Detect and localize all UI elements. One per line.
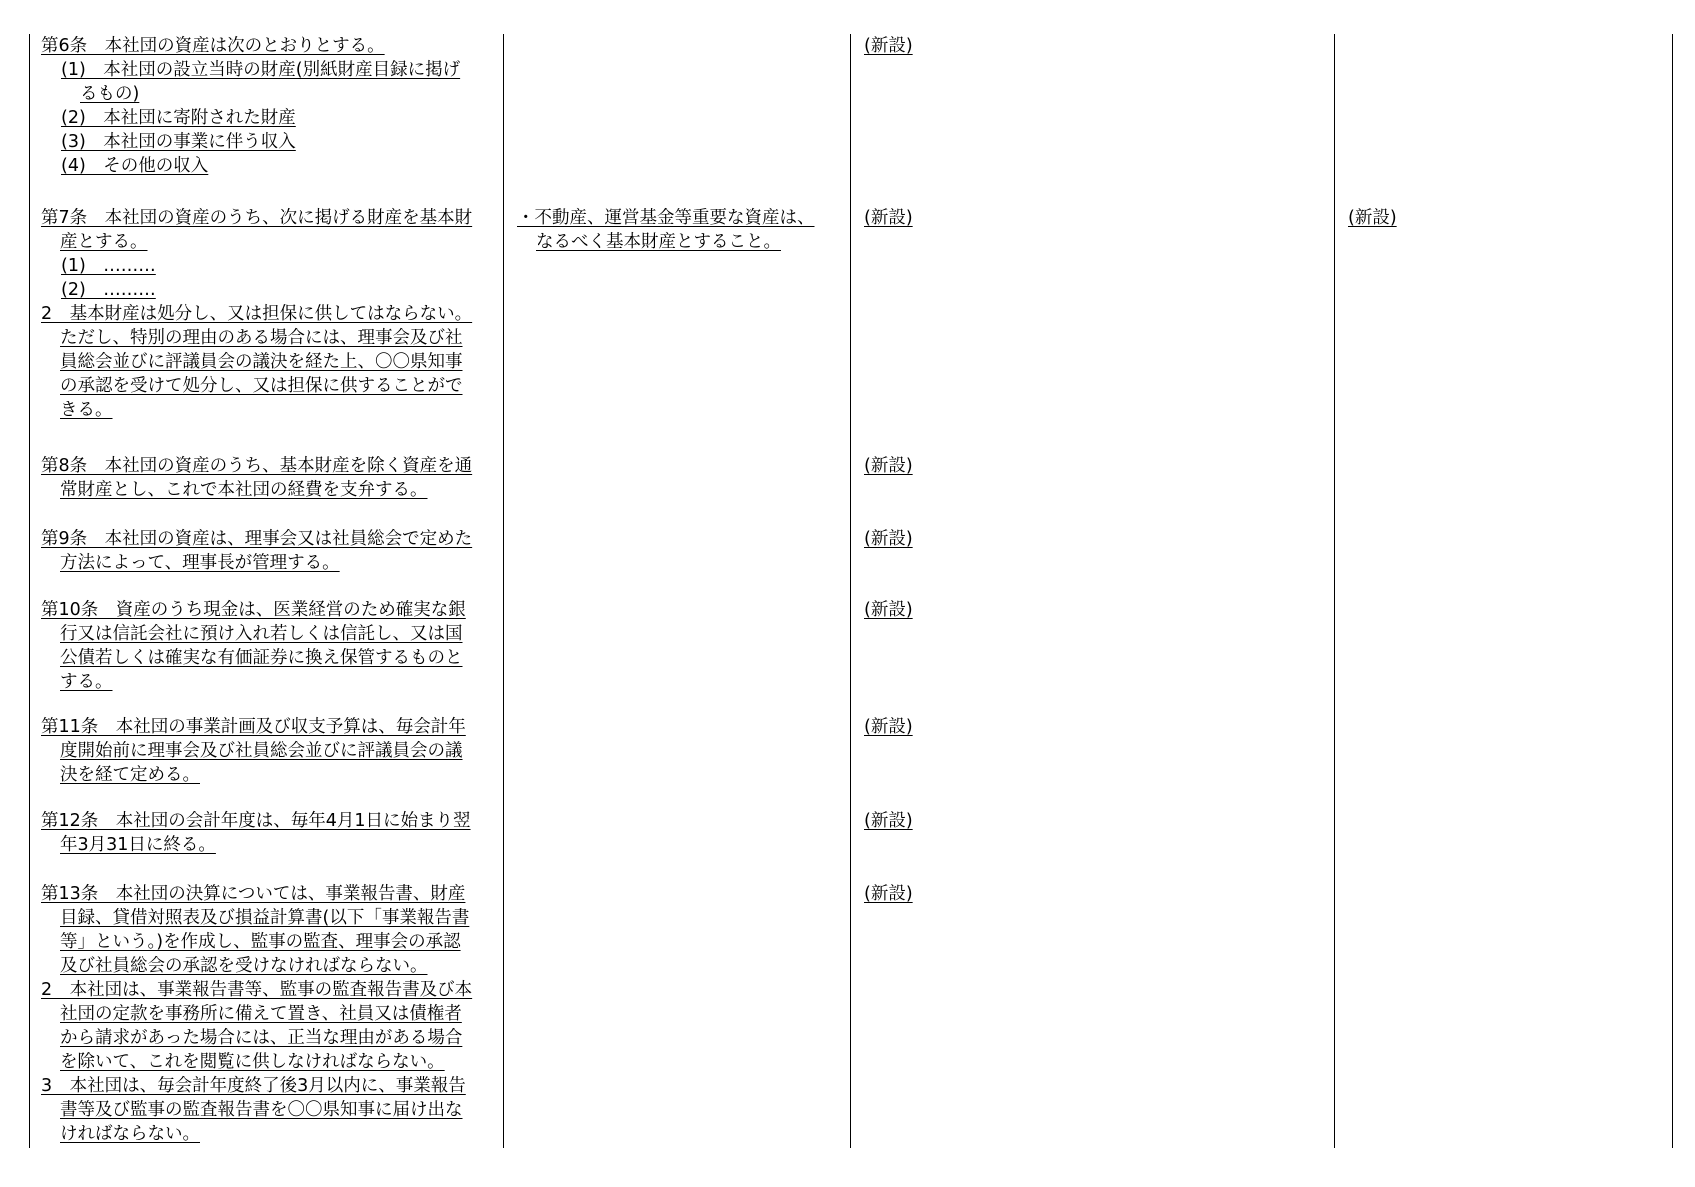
article-13-para-2-cont-3: を除いて、これを閲覧に供しなければならない。 [60, 1052, 445, 1072]
article-7 [41, 206, 472, 422]
article-13-para-3-cont-1: 書等及び監事の監査報告書を〇〇県知事に届け出な [60, 1100, 463, 1120]
article-6-item-1: (1) 本社団の設立当時の財産(別紙財産目録に掲げ [61, 60, 461, 80]
old-article-6-newly-established: (新設) [864, 36, 913, 56]
article-13-heading: 第13条 本社団の決算については、事業報告書、財産 [41, 884, 466, 904]
article-7-para-2-cont-3: の承認を受けて処分し、又は担保に供することがで [60, 376, 463, 396]
column-divider-right [1672, 34, 1673, 1148]
column-divider-1 [503, 34, 504, 1148]
article-6-item-4: (4) その他の収入 [61, 156, 209, 176]
article-7-para-2-cont-2: 員総会並びに評議員会の議決を経た上、〇〇県知事 [60, 352, 463, 372]
article-7-para-2: 2 基本財産は処分し、又は担保に供してはならない。 [41, 304, 473, 324]
old-article-11-newly-established: (新設) [864, 717, 913, 737]
article-6-item-2: (2) 本社団に寄附された財産 [61, 108, 296, 128]
note-article-7-line-1: ・不動産、運営基金等重要な資産は、 [517, 208, 815, 228]
column-divider-3 [1334, 34, 1335, 1148]
article-13-cont-3: 及び社員総会の承認を受けなければならない。 [60, 956, 428, 976]
article-7-para-2-cont-1: ただし、特別の理由のある場合には、理事会及び社 [60, 328, 463, 348]
article-13-para-2: 2 本社団は、事業報告書等、監事の監査報告書及び本 [41, 980, 473, 1000]
article-13-para-2-cont-1: 社団の定款を事務所に備えて置き、社員又は債権者 [60, 1004, 462, 1024]
article-13-cont-2: 等」という。)を作成し、監事の監査、理事会の承認 [60, 932, 461, 952]
article-8-heading: 第8条 本社団の資産のうち、基本財産を除く資産を通 [41, 456, 473, 476]
article-7-heading-cont: 産とする。 [60, 232, 148, 252]
article-12 [41, 809, 471, 857]
old-article-12-newly-established: (新設) [864, 811, 913, 831]
column-divider-2 [850, 34, 851, 1148]
article-11-heading: 第11条 本社団の事業計画及び収支予算は、毎会計年 [41, 717, 466, 737]
article-9-heading: 第9条 本社団の資産は、理事会又は社員総会で定めた [41, 529, 473, 549]
note-article-7 [517, 206, 815, 254]
article-9 [41, 527, 472, 575]
article-7-para-2-cont-4: きる。 [60, 400, 113, 420]
old-article-13-newly-established: (新設) [864, 884, 913, 904]
old-article-8-newly-established: (新設) [864, 456, 913, 476]
article-6 [41, 34, 460, 178]
article-12-cont: 年3月31日に終る。 [60, 835, 216, 855]
article-13-para-2-cont-2: から請求があった場合には、正当な理由がある場合 [60, 1028, 463, 1048]
article-6-heading: 第6条 本社団の資産は次のとおりとする。 [41, 36, 385, 56]
column-divider-left [29, 34, 30, 1148]
article-10-cont-3: する。 [60, 672, 113, 692]
article-10-heading: 第10条 資産のうち現金は、医業経営のため確実な銀 [41, 600, 466, 620]
article-11 [41, 715, 466, 787]
article-11-cont-2: 決を経て定める。 [60, 765, 200, 785]
article-7-heading: 第7条 本社団の資産のうち、次に掲げる財産を基本財 [41, 208, 473, 228]
article-10-cont-2: 公債若しくは確実な有価証券に換え保管するものと [60, 648, 463, 668]
article-13 [41, 882, 472, 1146]
article-7-item-1: (1) ……… [61, 256, 156, 276]
article-11-cont-1: 度開始前に理事会及び社員総会並びに評議員会の議 [60, 741, 463, 761]
article-10-cont-1: 行又は信託会社に預け入れ若しくは信託し、又は国 [60, 624, 463, 644]
article-7-item-2: (2) ……… [61, 280, 156, 300]
article-13-para-3: 3 本社団は、毎会計年度終了後3月以内に、事業報告 [41, 1076, 466, 1096]
article-6-item-3: (3) 本社団の事業に伴う収入 [61, 132, 296, 152]
old-article-7-newly-established: (新設) [864, 208, 913, 228]
old-article-9-newly-established: (新設) [864, 529, 913, 549]
article-12-heading: 第12条 本社団の会計年度は、毎年4月1日に始まり翌 [41, 811, 471, 831]
remark-article-7-newly-established: (新設) [1348, 208, 1397, 228]
article-13-para-3-cont-2: ければならない。 [60, 1124, 200, 1144]
note-article-7-line-2: なるべく基本財産とすること。 [536, 232, 781, 252]
article-6-item-1-cont: るもの) [80, 84, 140, 104]
article-8-cont: 常財産とし、これで本社団の経費を支弁する。 [60, 480, 428, 500]
article-8 [41, 454, 472, 502]
article-9-cont: 方法によって、理事長が管理する。 [60, 553, 340, 573]
article-10 [41, 598, 466, 694]
old-article-10-newly-established: (新設) [864, 600, 913, 620]
article-13-cont-1: 目録、貸借対照表及び損益計算書(以下「事業報告書 [60, 908, 470, 928]
